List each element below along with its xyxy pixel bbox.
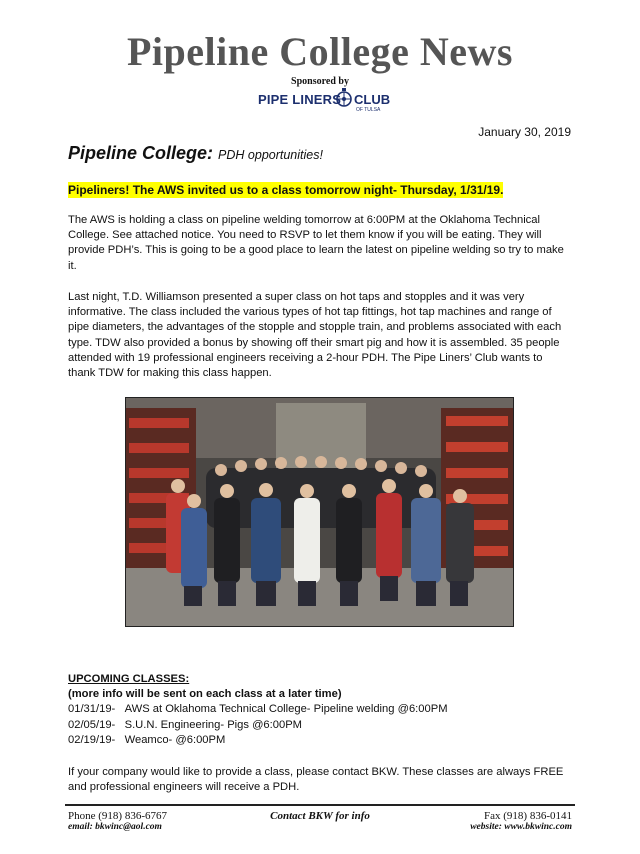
footer-contact-right: [470, 810, 572, 832]
upcoming-classes-note: (more info will be sent on each class at a later time): [68, 688, 342, 701]
class-item: [68, 702, 448, 717]
logo-subtext: OF TULSA: [356, 107, 381, 113]
pipe-liners-club-logo: [258, 88, 390, 114]
class-date: 02/05/19-: [68, 718, 116, 731]
upcoming-classes-heading: UPCOMING CLASSES:: [68, 673, 190, 685]
highlighted-announcement: Pipeliners! The AWS invited us to a class tomorrow night- Thursday, 1/31/19.: [68, 183, 504, 197]
class-date: 02/19/19-: [68, 733, 116, 746]
newsletter-title: Pipeline College News: [127, 29, 513, 74]
footer-website[interactable]: website: www.bkwinc.com: [470, 822, 572, 832]
class-item: [68, 733, 448, 748]
logo-text-pipe-liners: PIPE LINERS: [258, 92, 342, 107]
footer-phone: Phone (918) 836-6767: [68, 810, 167, 822]
class-description: Weamco- @6:00PM: [124, 733, 226, 746]
group-photo: [125, 397, 514, 627]
class-date: 01/31/19-: [68, 703, 116, 716]
article-headline: [68, 143, 323, 164]
sponsored-by-label: Sponsored by: [291, 76, 349, 87]
paragraph-tdw-class: Last night, T.D. Williamson presented a super class on hot taps and stopples and it was very informative. The class included the various types of hot tap fittings, hot tap machines and range of pipe diameters, the advantages of the stopple and stopple train, and problems associated with each type. TDW also provided a bonus by showing off their smart pig and how it is assembled. 35 people attended with 19 professional engineers receiving a 2-hour PDH. The Pipe Liners’ Club wants to thank TDW for making this class happen.: [68, 291, 562, 380]
closing-paragraph: If your company would like to provide a class, please contact BKW. These classes are always FREE and professional engineers will receive a PDH.: [68, 766, 564, 794]
class-description: S.U.N. Engineering- Pigs @6:00PM: [124, 718, 302, 731]
footer-contact-center: Contact BKW for info: [270, 810, 370, 822]
issue-date: January 30, 2019: [478, 125, 571, 139]
headline-main: Pipeline College:: [68, 143, 214, 163]
class-item: [68, 718, 448, 733]
valve-wheel-icon: [334, 88, 354, 108]
footer-fax: Fax (918) 836-0141: [484, 810, 572, 822]
logo-text-club: CLUB: [354, 92, 391, 107]
class-description: AWS at Oklahoma Technical College- Pipeline welding @6:00PM: [124, 703, 448, 716]
headline-sub: PDH opportunities!: [218, 148, 323, 162]
footer-divider: [65, 804, 575, 806]
footer-email[interactable]: email: bkwinc@aol.com: [68, 822, 162, 832]
paragraph-aws-class: The AWS is holding a class on pipeline welding tomorrow at 6:00PM at the Oklahoma Technical College. See attached notice. You need to RSVP to let them know if you will be eating. They will provide PDH’s. This is going to be a good place to learn the latest on pipeline welding so try to make it.: [68, 214, 564, 272]
upcoming-classes-section: [68, 672, 448, 748]
